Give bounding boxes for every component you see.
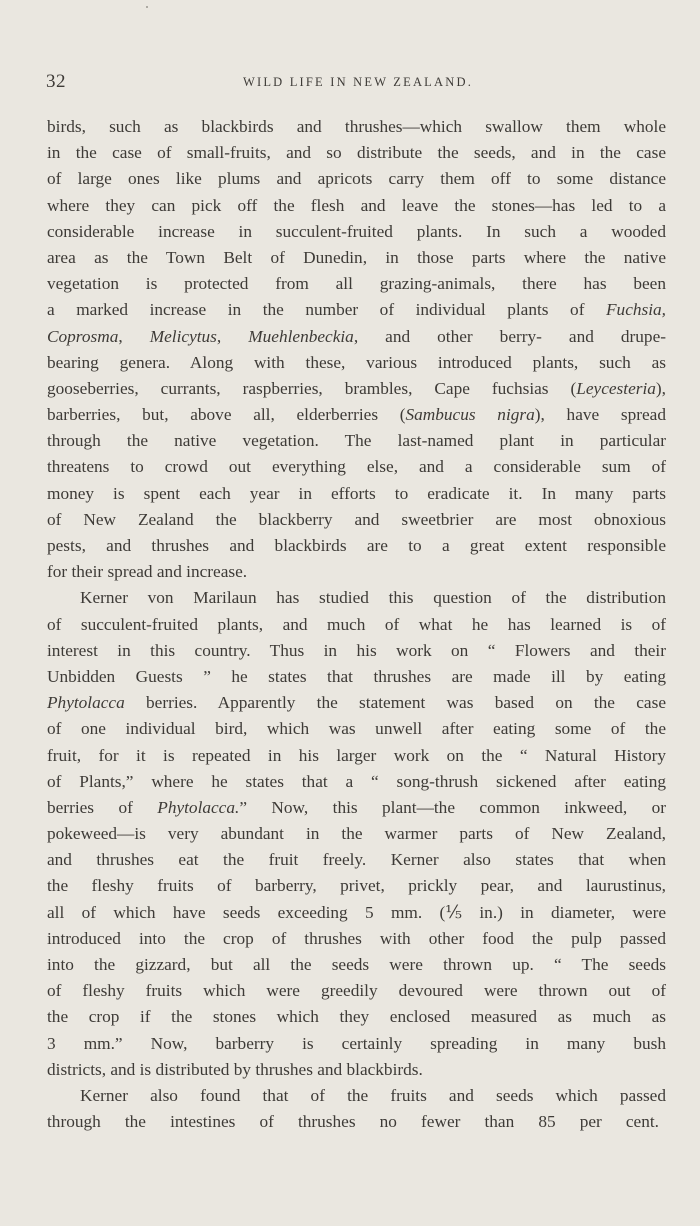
text-line: gooseberries, currants, raspberries, brambles, Cape fuchsias (Leycesteria), (47, 378, 666, 398)
text-line: of New Zealand the blackberry and sweetbrier are most obnoxious (47, 509, 666, 529)
text-line: bearing genera. Along with these, various introduced plants, such as (47, 352, 666, 372)
text-line: of Plants,” where he states that a “ song-thrush sickened after eating (47, 771, 666, 791)
text-line: of large ones like plums and apricots carry them off to some distance (47, 169, 666, 189)
text-line: Kerner von Marilaun has studied this question of the distribution (80, 588, 666, 608)
text-line: and thrushes eat the fruit freely. Kerner also states that when (47, 850, 666, 870)
text-line: districts, and is distributed by thrushes and blackbirds. (47, 1059, 423, 1079)
text-line: Phytolacca berries. Apparently the statement was based on the case (47, 693, 666, 713)
text-line: introduced into the crop of thrushes with other food the pulp passed (47, 928, 666, 948)
text-line: of fleshy fruits which were greedily devoured were thrown out of (47, 981, 666, 1001)
text-line: vegetation is protected from all grazing-animals, there has been (47, 274, 666, 294)
text-line: in the case of small-fruits, and so distribute the seeds, and in the case (47, 143, 666, 163)
text-line: the fleshy fruits of barberry, privet, prickly pear, and laurustinus, (47, 876, 666, 896)
text-line: interest in this country. Thus in his work on “ Flowers and their (47, 640, 666, 660)
text-line: fruit, for it is repeated in his larger work on the “ Natural History (47, 745, 666, 765)
text-line: Unbidden Guests ” he states that thrushes are made ill by eating (47, 666, 666, 686)
text-line: where they can pick off the flesh and leave the stones—has led to a (47, 195, 666, 215)
text-line: birds, such as blackbirds and thrushes—which swallow them whole (47, 117, 666, 136)
page-number: 32 (46, 71, 66, 92)
running-title: WILD LIFE IN NEW ZEALAND. (242, 75, 474, 89)
text-line: pests, and thrushes and blackbirds are to a great extent responsible (47, 536, 666, 555)
text-line: pokeweed—is very abundant in the warmer parts of New Zealand, (47, 824, 666, 844)
text-line: threatens to crowd out everything else, and a considerable sum of (47, 457, 666, 477)
text-line: through the native vegetation. The last-named plant in particular (47, 431, 666, 451)
body-text (47, 114, 666, 1135)
text-line: all of which have seeds exceeding 5 mm. (⅕ in.) in diameter, were (47, 902, 666, 922)
text-line: of one individual bird, which was unwell after eating some of the (47, 719, 666, 739)
text-line: considerable increase in succulent-fruited plants. In such a wooded (47, 221, 666, 241)
text-line: money is spent each year in efforts to eradicate it. In many parts (47, 483, 666, 503)
text-line: of succulent-fruited plants, and much of what he has learned is of (47, 614, 666, 634)
text-line: for their spread and increase. (47, 562, 248, 582)
text-line: barberries, but, above all, elderberries (Sambucus nigra), have spread (47, 405, 666, 425)
text-line: into the gizzard, but all the seeds were thrown up. “ The seeds (47, 955, 666, 974)
text-line: area as the Town Belt of Dunedin, in those parts where the native (47, 247, 666, 267)
text-line: a marked increase in the number of individual plants of Fuchsia, (47, 300, 666, 320)
text-line: berries of Phytolacca.” Now, this plant—the common inkweed, or (47, 797, 666, 817)
text-line: Coprosma, Melicytus, Muehlenbeckia, and other berry- and drupe- (47, 326, 666, 346)
ink-speck (146, 6, 148, 8)
page-header (46, 71, 660, 95)
text-line: through the intestines of thrushes no fewer than 85 per cent. (47, 1112, 659, 1132)
text-line: the crop if the stones which they enclosed measured as much as (47, 1007, 666, 1027)
text-line: 3 mm.” Now, barberry is certainly spreading in many bush (47, 1033, 666, 1053)
text-line: Kerner also found that of the fruits and seeds which passed (80, 1085, 666, 1105)
